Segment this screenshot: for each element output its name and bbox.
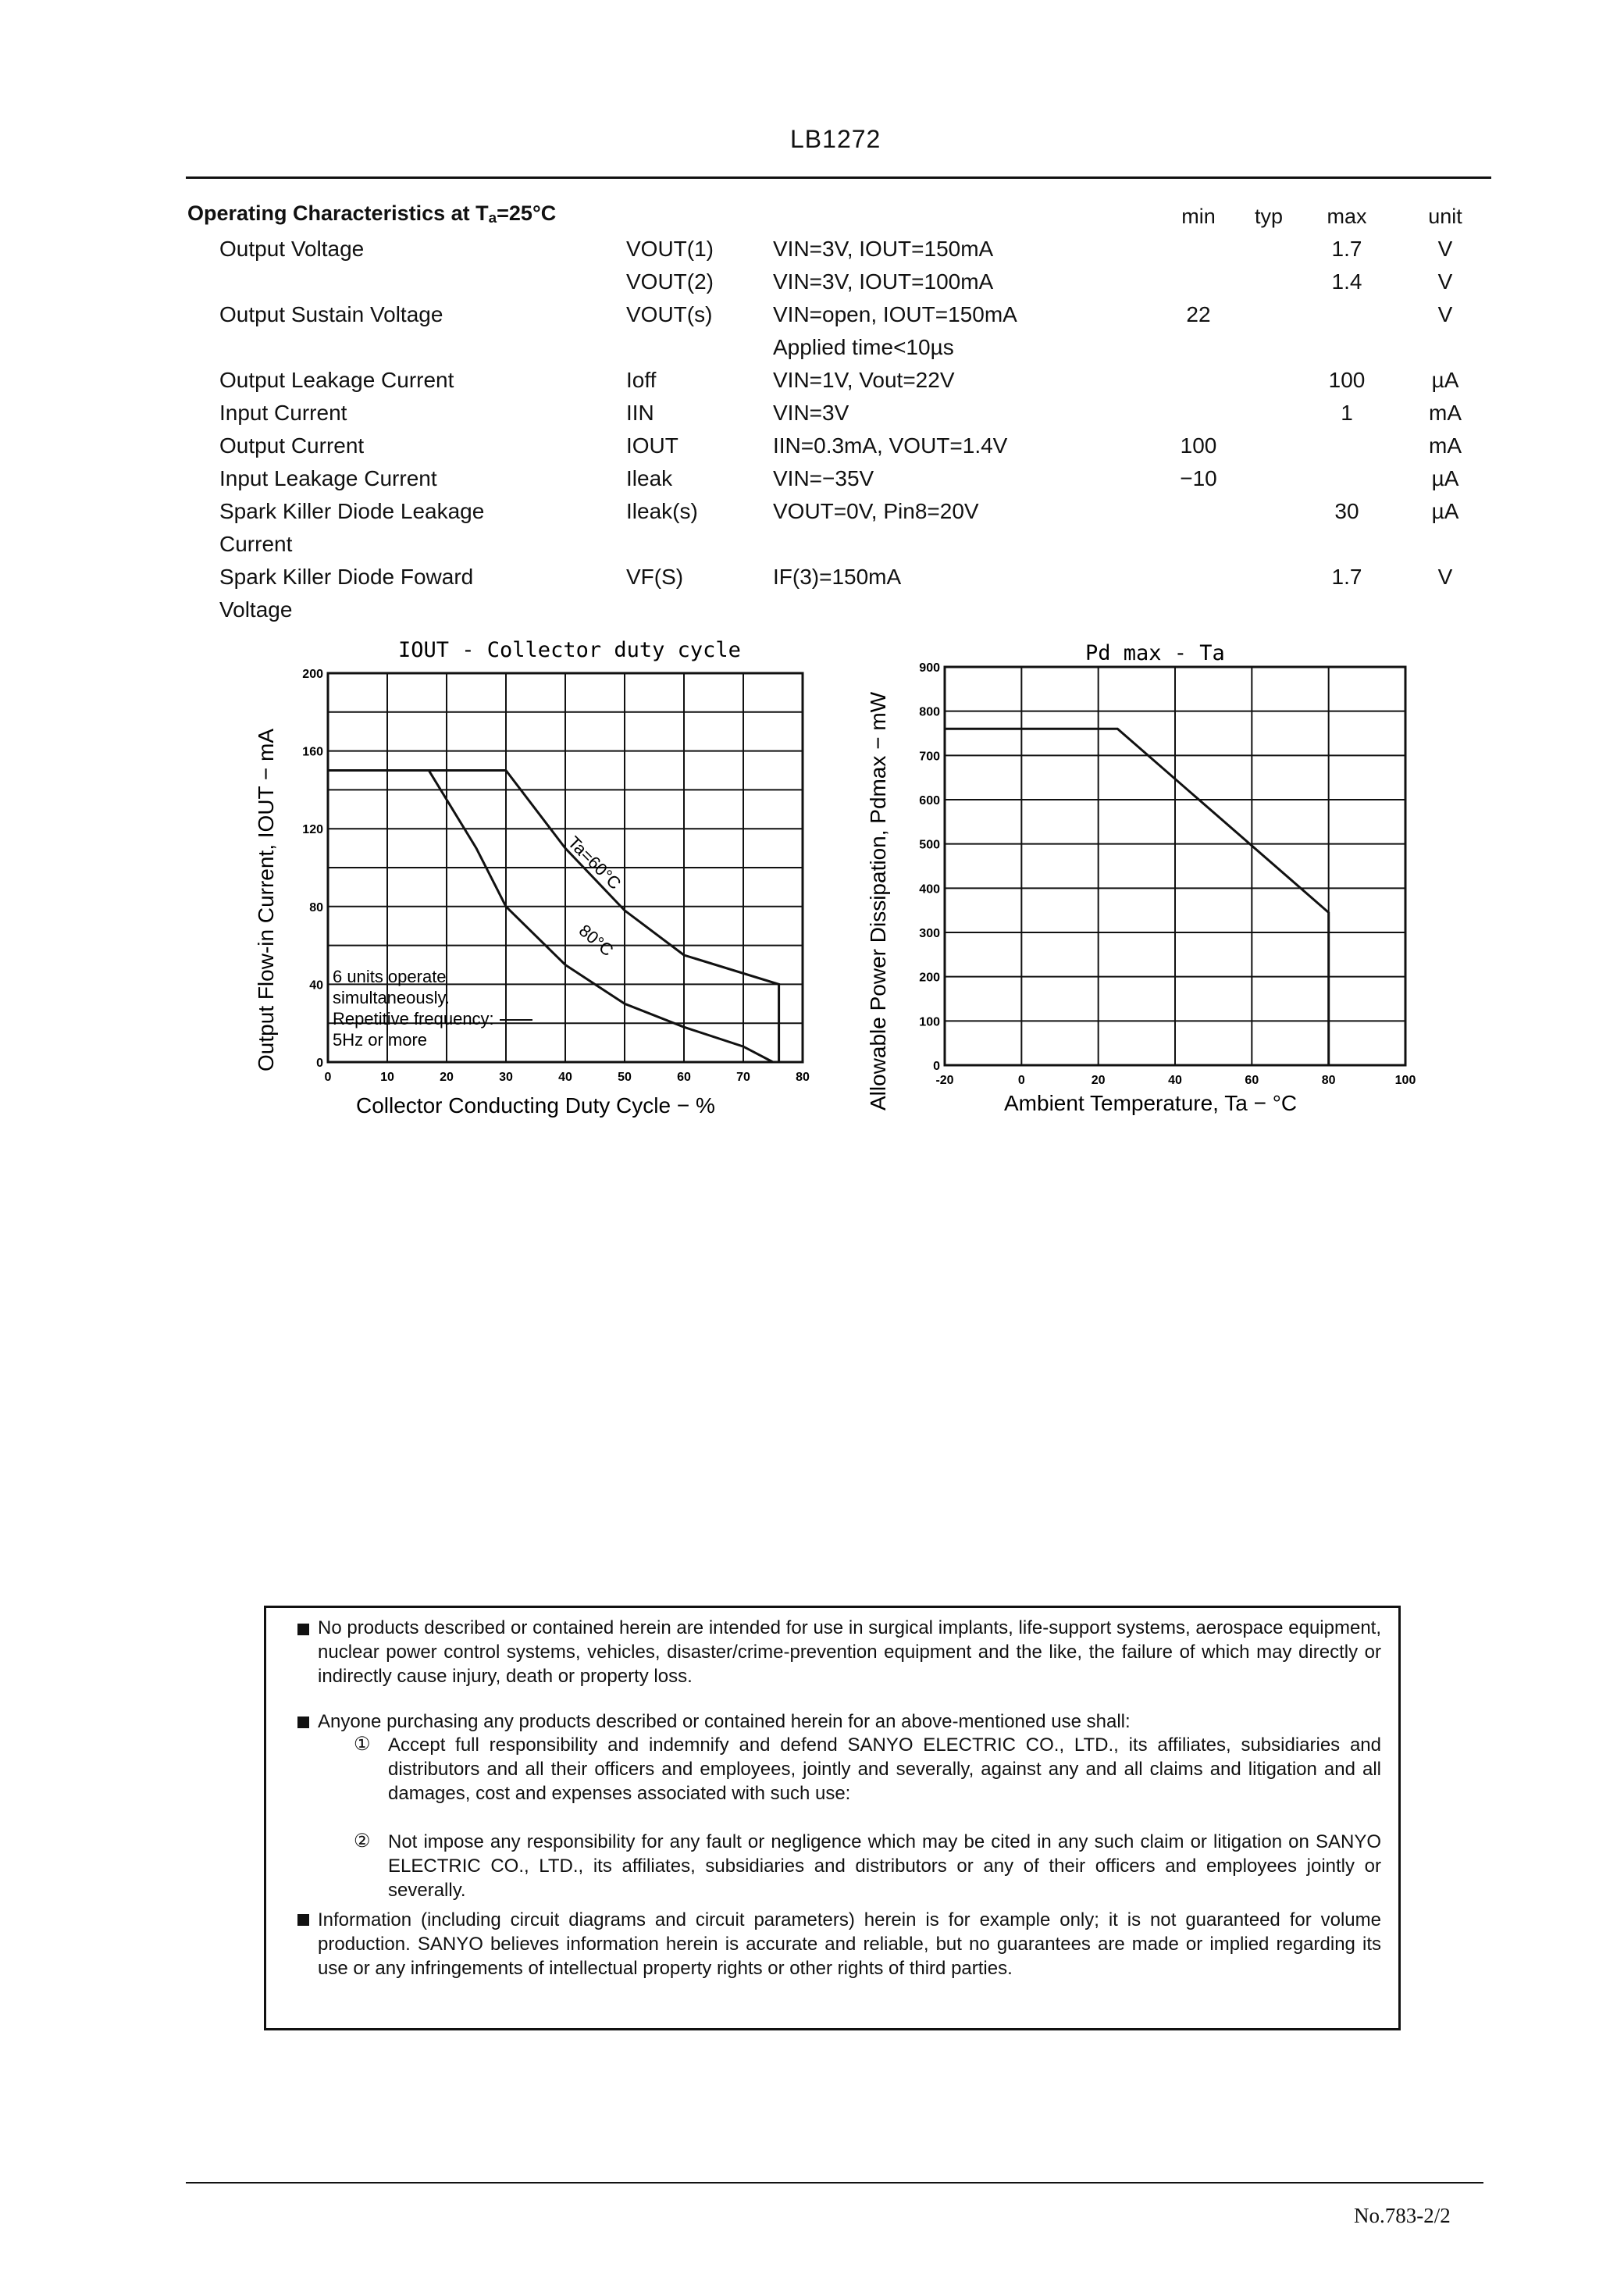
spec-cell-max: 1.4	[1331, 269, 1362, 294]
bullet-square-icon	[297, 1914, 309, 1926]
spec-cell-symbol: VF(S)	[626, 565, 684, 589]
c2-y-tick-label: 200	[919, 971, 940, 985]
spec-cell-param: Current	[219, 532, 293, 556]
chart1-note-line2: simultaneously.	[333, 988, 450, 1007]
spec-cell-symbol: Ileak(s)	[626, 499, 698, 523]
spec-cell-symbol: IIN	[626, 401, 654, 425]
spec-cell-max: 1	[1341, 401, 1353, 425]
spec-cell-condition: VIN=3V, IOUT=100mA	[773, 269, 994, 294]
chart1-xlabel: Collector Conducting Duty Cycle − %	[356, 1093, 715, 1118]
chart1-note-line3: Repetitive frequency:	[333, 1009, 494, 1028]
c1-x-tick-label: 60	[677, 1071, 691, 1084]
part-number: LB1272	[790, 125, 881, 153]
c1-x-tick-label: 80	[796, 1071, 810, 1084]
c1-x-tick-label: 20	[440, 1071, 454, 1084]
spec-cell-unit: µA	[1431, 466, 1459, 490]
notice-paragraph-3: Information (including circuit diagrams and circuit parameters) herein is for example only; it is not guaranteed for volume production. SANYO believes information herein is accurate and reliable, but no guarantees are made or implied regarding its use or any infringements of intellectual property rights or other rights of third parties.	[318, 1909, 1381, 1979]
bullet-square-icon	[297, 1717, 309, 1728]
table-title: Operating Characteristics at $T_a=25^\circ C$	[187, 201, 557, 226]
spec-cell-param: Input Leakage Current	[219, 466, 437, 490]
c1-y-tick-label: 80	[309, 900, 323, 914]
notice-item-2: Not impose any responsibility for any fault or negligence which may be cited in any such claim or litigation on SANYO ELECTRIC CO., LTD., its affiliates, subsidiaries and distributors or any of their officers and employees jointly or severally.	[388, 1831, 1381, 1901]
c2-y-tick-label: 600	[919, 794, 940, 807]
c2-y-tick-label: 900	[919, 661, 940, 675]
spec-cell-min: −10	[1180, 466, 1217, 490]
spec-cell-param: Input Current	[219, 401, 347, 425]
c1-y-tick-label: 160	[302, 745, 323, 759]
spec-cell-condition: IIN=0.3mA, VOUT=1.4V	[773, 433, 1008, 458]
c2-x-tick-label: 100	[1394, 1074, 1416, 1087]
spec-cell-unit: µA	[1431, 368, 1459, 392]
col-header-typ: typ	[1254, 205, 1284, 228]
c1-x-tick-label: 50	[618, 1071, 632, 1084]
spec-cell-param: Output Sustain Voltage	[219, 302, 443, 326]
spec-cell-symbol: VOUT(s)	[626, 302, 713, 326]
spec-cell-min: 100	[1180, 433, 1217, 458]
spec-cell-symbol: IOUT	[626, 433, 678, 458]
spec-cell-unit: V	[1437, 565, 1453, 589]
spec-cell-symbol: Ileak	[626, 466, 673, 490]
chart2-xlabel: Ambient Temperature, Ta − °C	[1004, 1091, 1298, 1115]
spec-cell-max: 30	[1334, 499, 1359, 523]
spec-cell-param: Voltage	[219, 597, 293, 622]
iout-duty-cycle-chart	[250, 634, 828, 1134]
c2-y-tick-label: 700	[919, 750, 940, 764]
spec-cell-condition: VIN=3V	[773, 401, 849, 425]
spec-cell-unit: mA	[1429, 401, 1462, 425]
spec-cell-condition: VIN=open, IOUT=150mA	[773, 302, 1017, 326]
c1-x-tick-label: 40	[558, 1071, 572, 1084]
c2-x-tick-label: 80	[1321, 1074, 1336, 1087]
c1-y-tick-label: 40	[309, 979, 323, 993]
chart1-annotation-ta60: Ta=60°C	[564, 832, 625, 893]
circled-two-icon: ②	[354, 1831, 371, 1852]
spec-cell-condition: VIN=−35V	[773, 466, 874, 490]
notice-item-1: Accept full responsibility and indemnify and defend SANYO ELECTRIC CO., LTD., its affiliates, subsidiaries and distributors and all their officers and employees, jointly and severally, against any and all claims and litigation and all damages, cost and expenses associated with such use:	[388, 1734, 1381, 1804]
notice-paragraph-1: No products described or contained herein are intended for use in surgical implants, life-support systems, aerospace equipment, nuclear power control systems, vehicles, disaster/crime-prevention equipment and the like, the failure of which may directly or indirectly cause injury, death or property loss.	[318, 1617, 1381, 1687]
c2-y-tick-label: 500	[919, 838, 940, 852]
chart2-ylabel: Allowable Power Dissipation, Pdmax − mW	[866, 691, 890, 1110]
c1-y-tick-label: 0	[316, 1057, 323, 1070]
c2-x-tick-label: 20	[1091, 1074, 1106, 1087]
col-header-unit: unit	[1428, 205, 1462, 228]
bullet-square-icon	[297, 1624, 309, 1635]
notice-paragraph-2: Anyone purchasing any products described or contained herein for an above-mentioned use shall:	[318, 1711, 1131, 1732]
c2-y-tick-label: 300	[919, 927, 940, 940]
spec-cell-min: 22	[1186, 302, 1211, 326]
document-number: No.783-2/2	[1354, 2204, 1451, 2227]
spec-cell-max: 100	[1328, 368, 1366, 392]
spec-cell-param: Output Voltage	[219, 237, 365, 261]
pdmax-ta-chart	[859, 634, 1437, 1134]
spec-cell-unit: V	[1437, 302, 1453, 326]
c2-series-line-0	[945, 729, 1329, 1065]
spec-cell-max: 1.7	[1331, 237, 1362, 261]
c2-y-tick-label: 100	[919, 1015, 940, 1029]
spec-cell-param: Spark Killer Diode Leakage	[219, 499, 485, 523]
c2-x-tick-label: -20	[935, 1074, 954, 1087]
c2-x-tick-label: 0	[1017, 1074, 1025, 1087]
spec-cell-param: Spark Killer Diode Foward	[219, 565, 474, 589]
col-header-min: min	[1181, 205, 1216, 228]
spec-cell-symbol: VOUT(2)	[626, 269, 714, 294]
c2-x-tick-label: 60	[1245, 1074, 1259, 1087]
chart1-annotation-80c: 80°C	[575, 920, 618, 961]
spec-cell-symbol: VOUT(1)	[626, 237, 714, 261]
c2-y-tick-label: 800	[919, 705, 940, 719]
c1-x-tick-label: 30	[499, 1071, 513, 1084]
c1-y-tick-label: 120	[302, 823, 323, 837]
spec-cell-condition: Applied time<10µs	[773, 335, 954, 359]
c1-x-tick-label: 10	[380, 1071, 394, 1084]
c1-x-tick-label: 0	[324, 1071, 332, 1084]
chart1-ylabel: Output Flow-in Current, IOUT − mA	[254, 728, 278, 1071]
spec-cell-condition: IF(3)=150mA	[773, 565, 902, 589]
spec-cell-condition: VIN=1V, Vout=22V	[773, 368, 955, 392]
spec-cell-unit: mA	[1429, 433, 1462, 458]
spec-cell-unit: V	[1437, 269, 1453, 294]
header-rule	[186, 176, 1491, 179]
spec-cell-param: Output Leakage Current	[219, 368, 454, 392]
col-header-max: max	[1327, 205, 1367, 228]
chart1-note-line1: 6 units operate	[333, 967, 447, 986]
chart1-title: IOUT - Collector duty cycle	[398, 638, 741, 662]
legal-notice-box	[264, 1606, 1401, 2030]
spec-cell-condition: VIN=3V, IOUT=150mA	[773, 237, 994, 261]
c2-x-tick-label: 40	[1168, 1074, 1182, 1087]
chart1-note-line4: 5Hz or more	[333, 1030, 428, 1050]
spec-cell-condition: VOUT=0V, Pin8=20V	[773, 499, 979, 523]
c2-y-tick-label: 400	[919, 882, 940, 897]
c2-y-tick-label: 0	[933, 1060, 940, 1073]
spec-cell-unit: V	[1437, 237, 1453, 261]
c1-y-tick-label: 200	[302, 668, 323, 681]
c1-x-tick-label: 70	[736, 1071, 750, 1084]
spec-cell-max: 1.7	[1331, 565, 1362, 589]
circled-one-icon: ①	[354, 1734, 371, 1755]
footer-rule	[186, 2182, 1483, 2184]
spec-cell-symbol: Ioff	[626, 368, 657, 392]
spec-cell-param: Output Current	[219, 433, 365, 458]
chart2-title: Pd max - Ta	[1085, 641, 1225, 665]
spec-cell-unit: µA	[1431, 499, 1459, 523]
